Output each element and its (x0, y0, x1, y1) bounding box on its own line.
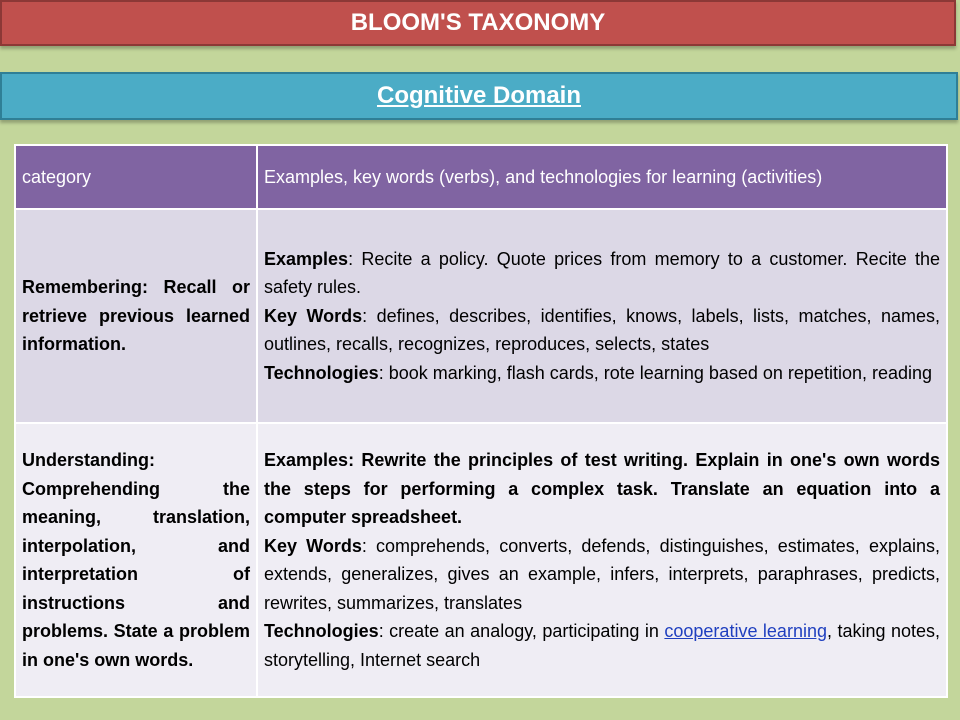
category-cell-understanding (15, 423, 257, 697)
keywords-text: : defines, describes, identifies, knows, labels, lists, matches, names, outlines, recalls, recognizes, reproduces, selects, states (264, 305, 940, 355)
examples-label: Examples (264, 248, 349, 269)
technologies-label: Technologies (264, 621, 379, 641)
examples-text: : Recite a policy. Quote prices from memory to a customer. Recite the safety rules. (264, 248, 940, 298)
header-examples: Examples, key words (verbs), and technologies for learning (activities) (257, 145, 947, 209)
table-row (15, 423, 947, 697)
details-cell-understanding (257, 423, 947, 697)
slide-title: BLOOM'S TAXONOMY (350, 9, 606, 36)
examples-text: : Rewrite the principles of test writing. Explain in one's own words the steps for performing a complex task. Translate an equation into a computer spreadsheet. (264, 450, 940, 527)
category-description: : Recall or retrieve previous learned information. (22, 277, 250, 355)
cooperative-learning-link[interactable]: cooperative learning (664, 621, 827, 641)
table-header-row (15, 145, 947, 209)
technologies-label: Technologies (264, 362, 379, 383)
taxonomy-table (14, 144, 948, 698)
subtitle-bar (0, 72, 958, 120)
details-cell-remembering (257, 209, 947, 423)
category-name: Understanding (22, 450, 150, 470)
category-cell-remembering (15, 209, 257, 423)
keywords-label: Key Words (264, 535, 362, 556)
keywords-label: Key Words (264, 305, 363, 326)
category-description: : Comprehending the meaning, translation, interpolation, and interpretation of instructions and problems. State a problem in one's own words. (22, 450, 250, 670)
technologies-text: : book marking, flash cards, rote learning based on repetition, reading (378, 362, 933, 383)
examples-label: Examples (264, 450, 349, 470)
technologies-text: : create an analogy, participating in (378, 621, 665, 641)
keywords-text: : comprehends, converts, defends, distinguishes, estimates, explains, extends, generalizes, gives an example, infers, interprets, paraphrases, predicts, rewrites, summarizes, translates (264, 535, 940, 613)
technologies-text-end: , taking notes, storytelling, Internet search (264, 621, 941, 670)
slide-title-bar (0, 0, 956, 46)
table-row (15, 209, 947, 423)
header-category: category (15, 145, 257, 209)
slide-subtitle: Cognitive Domain (376, 82, 581, 109)
category-name: Remembering (22, 277, 143, 298)
